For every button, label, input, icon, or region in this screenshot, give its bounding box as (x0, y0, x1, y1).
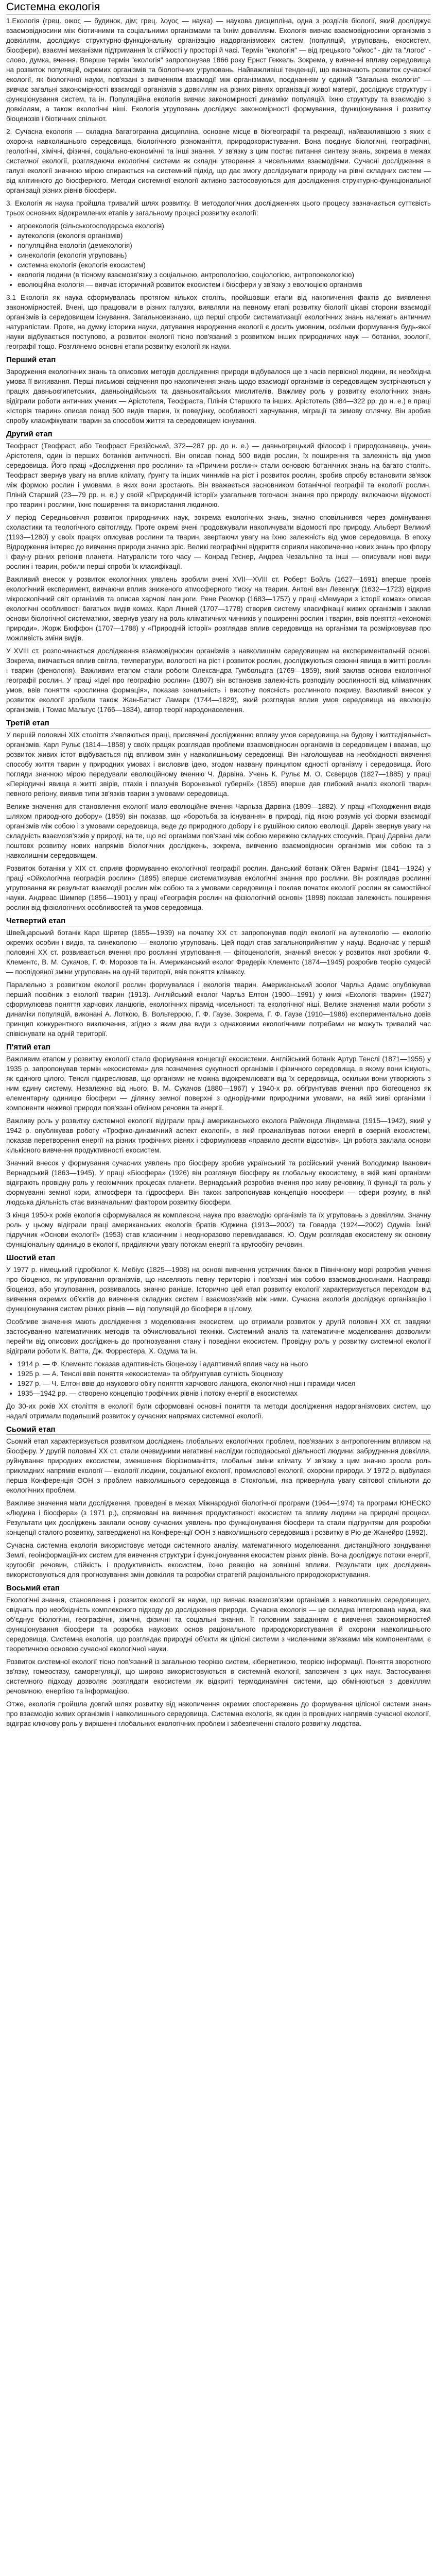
paragraph: Важливий внесок у розвиток екологічних уявлень зробили вчені XVII—XVIII ст. Роберт Бойль (1627—1691) вперше провів екологічний експеримент, вивчаючи вплив зниженого атмосферного тиску на тварин. Антоні ван Левенгук (1632—1723) відкрив мікроскопічний світ організмів та описав харчові ланцюги. Рене Реомюр (1683—1757) у праці «Мемуари з історії комах» описав екологічні особливості багатьох видів комах. Карл Лінней (1707—1778) створив систему класифікації живих організмів і заклав основи біологічної систематики, звернув увагу на роль кліматичних чинників у поширенні рослин і тварин, ввів поняття «економія природи». Жорж Бюффон (1707—1788) у «Природній історії» розглядав вплив середовища на організми та розмірковував про можливість зміни видів. (6, 575, 431, 642)
paragraph: У 1977 р. німецький гідробіолог К. Мебіус (1825—1908) на основі вивчення устричних банок в Північному морі розробив учення про біоценоз, як угруповання організмів, що населяють певну територію і пов'язані між собою взаємовідносинами. Насправді біоценоз, або угруповання, розвивалось значно раніше. Історично цей етап розвитку екології характеризується переходом від вивчення окремих об'єктів до вивчення складних систем і взаємозв'язків між ними. Сучасна екологія досліджує організацію і функціонування систем різних рівнів — від популяцій до біосфери в цілому. (6, 1266, 431, 1313)
section-heading: Четвертий етап (6, 917, 431, 926)
paragraph: У першій половині XIX століття з'являються праці, присвячені дослідженню впливу умов середовища на будову і життєдіяльність організмів. Карл Рульє (1814—1858) у своїх працях розглядав проблеми взаємовідносин організмів із середовищем і вважав, що розвиток живих істот відбувається під впливом змін у навколишньому середовищі. Він наголошував на необхідності вивчення способу життя тварин у природних умовах і висловив ідею, згодом названу принципом єдності організму і середовища. Його погляди значною мірою передували еволюційному вченню Ч. Дарвіна. Учень К. Рульє М. О. Сєверцов (1827—1885) у праці «Періодичні явища в житті звірів, птахів і плазунів Воронезької губернії» (1855) вперше дав глибокий аналіз екології тварин певного регіону, виявив типи зв'язків тварин з умовами середовища. (6, 731, 431, 798)
paragraph: Розвиток системної екології тісно пов'язаний із загальною теорією систем, кібернетикою, теорією інформації. Поняття зворотного зв'язку, гомеостазу, саморегуляції, що широко використовуються в системній екології, запозичені з цих наук. Застосування системного підходу дозволяє розглядати екосистеми як відкриті термодинамічні системи, що обмінюються з довкіллям речовиною, енергією та інформацією. (6, 1658, 431, 1695)
paragraph: Розвиток ботаніки у XIX ст. сприяв формуванню екологічної географії рослин. Данський ботанік Ойген Вармінг (1841—1924) у праці «Ойкологічна географія рослин» (1895) вперше систематизував екологічні знання про рослини. Він розглядав рослинні угруповання як результат взаємодії рослин між собою та з умовами середовища і поклав початок екології рослин як самостійної науки. Андреас Шимпер (1856—1901) у праці «Географія рослин на фізіологічній основі» (1898) показав залежність поширення рослин від фізіологічних особливостей та умов середовища. (6, 865, 431, 911)
paragraph: 3.1 Екологія як наука сформувалась протягом кількох століть, пройшовши етапи від накопичення фактів до виявлення закономірностей. Вчені, що працювали в різних галузях, виявляли на певному етапі розвитку біології цікаві сторони взаємодії організмів із середовищем існування. Загальновизнано, що перші спроби систематизації екологічних знань належать античним натуралістам. Проте, на думку історика науки, датування народження екології є досить умовним, оскільки формування будь-якої науки відбувається поступово, а розвиток екології тісно пов'язаний з розвитком інших природничих наук — ботаніки, зоології, географії тощо. Розглянемо основні етапи розвитку екології як науки. (6, 294, 431, 350)
list-item: • еволюційна екологія — вивчає історичний розвиток екосистем і біосфери у зв'язку з еволюцією організмів (18, 280, 431, 290)
article-title: Системна екологія (6, 0, 431, 15)
paragraph: З кінця 1950-х років екологія сформувалася як комплексна наука про взаємодію організмів та їх угруповань з довкіллям. Значну роль у цьому відіграли праці американських екологів братів Юджина (1913—2002) та Говарда (1924—2002) Одумів. Їхній підручник «Основи екології» (1953) став класичним і неодноразово перевидавався. Ю. Одум розглядав екосистему як основну функціональну одиницю в екології, приділяючи увагу потокам енергії та кругообігу речовин. (6, 1211, 431, 1248)
paragraph: Теофраст (Теофраст, або Теофраст Ерезійський, 372—287 рр. до н. е.) — давньогрецький філософ і природознавець, учень Арістотеля, один із перших ботаніків античності. Він описав понад 500 видів рослин, їх поширення та залежність від умов середовища. Його праці «Дослідження про рослини» та «Причини рослин» стали основою ботанічних знань на багато століть. Теофраст звернув увагу на вплив клімату, ґрунту та інших чинників на ріст і розвиток рослин, зробив спробу встановити зв'язок між формою рослин і умовами, в яких вони зростають. Він вважається засновником ботанічної географії та екології рослин. Пліній Старший (23—79 рр. н. е.) у своїй «Природничій історії» узагальнив тогочасні знання про природу, включаючи відомості про тварин і рослини, їхнє поширення та використання людиною. (6, 442, 431, 509)
section-heading: Восьмий етап (6, 1584, 431, 1594)
paragraph: 3. Екологія як наука пройшла тривалий шлях розвитку. В методологічних дослідженнях цього процесу зазначається суттєвість трьох основних відокремлених етапів у загальному процесі розвитку екології: (6, 199, 431, 217)
paragraph: Зародження екологічних знань та описових методів дослідження природи відбувалося ще з часів первісної людини, як необхідна умова її виживання. Перші письмові свідчення про накопичення знань щодо взаємодії організмів із середовищем зустрічаються у працях давньоєгипетських, давньоіндійських та давньокитайських мислителів. Важливу роль у розвитку екологічних знань відіграли роботи античних учених — Арістотеля, Теофраста, Плінія Старшого та інших. Арістотель (384—322 рр. до н. е.) в праці «Історія тварин» описав понад 500 видів тварин, їх поведінку, особливості харчування, міграції та зимову сплячку. Він зробив спробу класифікувати тварин за способом життя та середовищем існування. (6, 368, 431, 425)
list-item: • системна екологія (екологія екосистем) (18, 260, 431, 270)
paragraph: Важливим етапом у розвитку екології стало формування концепції екосистеми. Англійський ботанік Артур Тенслі (1871—1955) у 1935 р. запропонував термін «екосистема» для позначення сукупності організмів і фізичного середовища, в якому вони існують, як єдиного цілого. Тенслі підкреслював, що організми не можна відокремлювати від їх середовища, оскільки вони утворюють з ним єдину систему. Незалежно від нього, В. М. Сукачов (1880—1967) у 1940-х рр. обґрунтував вчення про біогеоценоз як елементарну одиницю біосфери — ділянку земної поверхні з однорідними природними умовами, на якій живі організми і компоненти неживої природи пов'язані обміном речовин та енергії. (6, 1055, 431, 1112)
paragraph: 1.Екологія (грец. οικος — будинок, дім; грец. λογος — наука) — наукова дисципліна, одна з розділів біології, який досліджує взаємовідносини між біотичними та соціальними організмами та їхнім довкіллям. Екологія вивчає взаємовідносини організмів з довкіллям, досліджує структурно-функціональну організацію надорганізмових систем (популяцій, угруповань, екосистем, біосфери), взаємні механізми підтримання їх стійкості у просторі й часі. Термін "екологія" — від грецького "ойкос" - дім та "логос" - слово, думка, вчення. Вперше термін "екологія" запропонував 1866 року Ернст Геккель. Зокрема, у вивченні впливу середовища на розвиток популяцій, окремих організмів та біологічних угруповань. Найважливіші тенденції, що визначають розвиток сучасної екології, як біологічної науки, пов'язані з вивченням взаємодії між організмами, поєднанням у єдиний "Загальна екологія" — вивчає загальні закономірності взаємодії організмів з довкіллям на різних рівнях організації живої матерії, досліджує структуру і функціонування систем, та ін. Популяційна екологія вивчає закономірності динаміки популяцій, їхню структуру та взаємодію з довкіллям, а також екологічні ніші. Екологія угруповань досліджує закономірності формування, функціонування і розвитку біоценозів і біотичних спільнот. (6, 17, 431, 123)
section-heading: П'ятий етап (6, 1043, 431, 1053)
list-item: • аутекологія (екологія організмів) (18, 231, 431, 241)
list-item: • 1927 р. — Ч. Елтон ввів до наукового обігу поняття харчового ланцюга, екологічної ніші і піраміди чисел (18, 1379, 431, 1388)
paragraph: Паралельно з розвитком екології рослин формувалася і екологія тварин. Американський зоолог Чарльз Адамс опублікував перший посібник з екології тварин (1913). Англійський еколог Чарльз Елтон (1900—1991) у книзі «Екологія тварин» (1927) сформулював поняття харчових ланцюгів, екологічних пірамід чисельності та екологічної ніші. Велике значення мали роботи з динаміки популяцій, виконані А. Лоткою, В. Вольтеррою, Г. Ф. Гаузе. Зокрема, Г. Ф. Гаузе (1910—1986) експериментально довів принцип конкурентного виключення, згідно з яким два види з однаковими екологічними потребами не можуть тривалий час співіснувати на одній території. (6, 981, 431, 1038)
bullet-list (6, 221, 431, 290)
list-item: • 1914 р. — Ф. Клементс показав адаптивність біоценозу і адаптивний вплив часу на нього (18, 1359, 431, 1369)
paragraph: У період Середньовіччя розвиток природничих наук, зокрема екологічних знань, значно сповільнився через домінування схоластики та теологічного світогляду. Проте окремі вчені продовжували накопичувати відомості про природу. Альберт Великий (1193—1280) у своїх працях описував рослини та тварин, звертаючи увагу на їхню залежність від умов середовища. В епоху Відродження інтерес до вивчення природи значно зріс. Великі географічні відкриття сприяли накопиченню нових знань про флору і фауну різних регіонів планети. Натуралісти того часу — Конрад Геснер, Андреа Чезальпіно та інші — описували нові види рослин і тварин, робили перші спроби їх класифікації. (6, 514, 431, 570)
paragraph: Сьомий етап характеризується розвитком досліджень глобальних екологічних проблем, пов'язаних з антропогенним впливом на біосферу. У другій половині XX ст. стали очевидними негативні наслідки господарської діяльності людини: забруднення довкілля, руйнування природних екосистем, зменшення біорізноманіття, глобальні зміни клімату. У зв'язку з цим значно зросла роль прикладних напрямів екології — екології людини, соціальної екології, промислової екології, охорони природи. У 1972 р. відбулася перша Конференція ООН з проблем навколишнього середовища в Стокгольмі, яка привернула увагу світової спільноти до екологічних проблем. (6, 1437, 431, 1494)
list-item: • синекологія (екологія угруповань) (18, 250, 431, 260)
article-body (6, 16, 431, 1728)
section-heading: Другий етап (6, 430, 431, 439)
list-item: • агроекологія (сільськогосподарська екологія) (18, 221, 431, 231)
list-item: • екологія людини (в тісному взаємозв'язку з соціальною, антропологією, соціологією, антропоекологією) (18, 270, 431, 280)
section-heading: Перший етап (6, 355, 431, 365)
list-item: • 1925 р. — А. Тенслі ввів поняття «екосистема» та обґрунтував сутність біоценозу (18, 1369, 431, 1379)
list-item: • 1935—1942 рр. — створено концепцію трофічних рівнів і потоку енергії в екосистемах (18, 1388, 431, 1398)
section-heading: Третій етап (6, 719, 431, 728)
paragraph: Отже, екологія пройшла довгий шлях розвитку від накопичення окремих спостережень до формування цілісної системи знань про взаємодію живих організмів і навколишнього середовища. Системна екологія, як один із провідних напрямів сучасної екології, відіграє ключову роль у вирішенні глобальних екологічних проблем і забезпеченні сталого розвитку людства. (6, 1700, 431, 1727)
section-heading: Шостий етап (6, 1253, 431, 1263)
section-heading: Сьомий етап (6, 1425, 431, 1435)
paragraph: Сучасна системна екологія використовує методи системного аналізу, математичного моделювання, дистанційного зондування Землі, геоінформаційних систем для вивчення структури і функціонування екосистем різних рівнів. Вона досліджує потоки енергії, кругообіг речовин, стійкість і продуктивність екосистем, їхню реакцію на зовнішні впливи. Результати цих досліджень використовуються для прогнозування змін довкілля та розробки стратегій раціонального природокористування. (6, 1541, 431, 1579)
paragraph: Екологічні знання, становлення і розвиток екології як науки, що вивчає взаємозв'язки організмів з навколишнім середовищем, свідчать про необхідність комплексного підходу до дослідження природи. Сучасна екологія — це складна інтегрована наука, яка об'єднує біологічні, географічні, хімічні, фізичні та соціальні знання. Її головним завданням є вивчення закономірностей функціонування біосфери та розробка наукових основ раціонального природокористування й охорони навколишнього середовища. Системна екологія, що розглядає природні об'єкти як цілісні системи з численними зв'язками між компонентами, є теоретичною основою сучасної екологічної науки. (6, 1596, 431, 1653)
paragraph: Швейцарський ботанік Карл Шретер (1855—1939) на початку XX ст. запропонував поділ екології на аутекологію — екологію окремих особин і видів, та синекологію — екологію угруповань. Цей поділ став загальноприйнятим у науці. Водночас у першій половині XX ст. розвивається вчення про рослинні угруповання — фітоценологія, значний внесок у розвиток якої зробили Ф. Клементс, В. М. Сукачов, Г. Ф. Морозов та ін. Американський еколог Фредерік Клементс (1874—1945) розробив теорію сукцесій — послідовної зміни угруповань на одній території, ввів поняття клімаксу. (6, 929, 431, 976)
paragraph: Велике значення для становлення екології мало еволюційне вчення Чарльза Дарвіна (1809—1882). У праці «Походження видів шляхом природного добору» (1859) він показав, що «боротьба за існування» в природі, під якою розумів усі форми взаємодії організмів між собою і з умовами середовища, веде до природного добору і є рушійною силою еволюції. Дарвін звернув увагу на складність взаємозв'язків у природі, на те, що всі організми пов'язані між собою мережею складних стосунків. Праці Дарвіна дали поштовх розвитку нових напрямів біологічних досліджень, зокрема, вивченню взаємовідносин організмів між собою та з навколишнім середовищем. (6, 803, 431, 859)
paragraph: 2. Сучасна екологія — складна багатогранна дисципліна, основне місце в біогеографії та рекреації, найважливішою з яких є охорона навколишнього середовища, біологічного різноманіття, природокористування. Вона поєднує біологічні, географічні, геологічні, хімічні, фізичні, соціально-економічні та інші знання. У зв'язку з цим постає питання синтезу знань, зокрема в межах системної екології, розглядаючи екологічні системи як складні утворення з чисельними взаємодіями. Сучасні дослідження в галузі екології значною мірою спираються на системний підхід, що дає змогу досліджувати природу на рівні складних систем — від клітинного до біосферного. Методи системної екології активно застосовуються для дослідження структурно-функціональної організації різних рівнів біосфери. (6, 128, 431, 194)
paragraph: Важливу роль у розвитку системної екології відіграли праці американського еколога Раймонда Ліндемана (1915—1942), який у 1942 р. опублікував роботу «Трофіко-динамічний аспект екології», в якій проаналізував потоки енергії в озерній екосистемі, показав перетворення енергії на різних трофічних рівнях і сформулював «правило десяти відсотків». Ця робота заклала основи кількісного вивчення продуктивності екосистем. (6, 1117, 431, 1154)
paragraph: Значний внесок у формування сучасних уявлень про біосферу зробив український та російський учений Володимир Іванович Вернадський (1863—1945). У праці «Біосфера» (1926) він розглянув біосферу як глобальну екосистему, в якій живі організми відіграють провідну роль у геохімічних процесах планети. Вернадський розробив вчення про живу речовину, її функції та роль у формуванні земної кори, атмосфери та гідросфери. Він також запропонував концепцію ноосфери — сфери розуму, в якій людська діяльність стає визначальним фактором розвитку біосфери. (6, 1159, 431, 1206)
bullet-list (6, 1359, 431, 1398)
paragraph: До 30-их років ХХ століття в екології були сформовані основні поняття та методи дослідження надорганізмових систем, що надалі отримали подальший розвиток у сучасних напрямах системної екології. (6, 1402, 431, 1420)
paragraph: Важливе значення мали дослідження, проведені в межах Міжнародної біологічної програми (1964—1974) та програми ЮНЕСКО «Людина і біосфера» (з 1971 р.), спрямовані на вивчення продуктивності екосистем та впливу людини на природні процеси. Результати цих досліджень заклали основу сучасних уявлень про функціонування біосфери та стали підґрунтям для розробки концепції сталого розвитку, затвердженої на Конференції ООН з навколишнього середовища і розвитку в Ріо-де-Жанейро (1992). (6, 1499, 431, 1536)
list-item: • популяційна екологія (демекологія) (18, 241, 431, 250)
paragraph: У XVIII ст. розпочинається дослідження взаємовідносин організмів з навколишнім середовищем на експериментальній основі. Зокрема, вивчається вплив світла, температури, вологості на ріст і розвиток рослин, досліджуються сезонні явища в житті рослин і тварин (фенологія). Важливим етапом стали роботи Олександра Гумбольдта (1769—1859), який заклав основи екологічної географії рослин. У праці «Ідеї про географію рослин» (1807) він встановив залежність розподілу рослинності від кліматичних умов, ввів поняття «рослинна формація», показав зональність і висотну поясність рослинного покриву. Важливий внесок у розвиток екології зробили також Жан-Батист Ламарк (1744—1829), який розглядав вплив умов середовища на еволюцію організмів, і Томас Мальтус (1766—1834), автор теорії народонаселення. (6, 647, 431, 714)
paragraph: Особливе значення мають дослідження з моделювання екосистем, що отримали розвиток у другій половині XX ст. завдяки застосуванню математичних методів та обчислювальної техніки. Системний аналіз та математичне моделювання дозволили перейти від описових досліджень до прогнозування стану і поведінки екосистем. Провідну роль у розвитку системної екології відіграли роботи К. Ватта, Дж. Форрестера, Х. Одума та ін. (6, 1318, 431, 1355)
